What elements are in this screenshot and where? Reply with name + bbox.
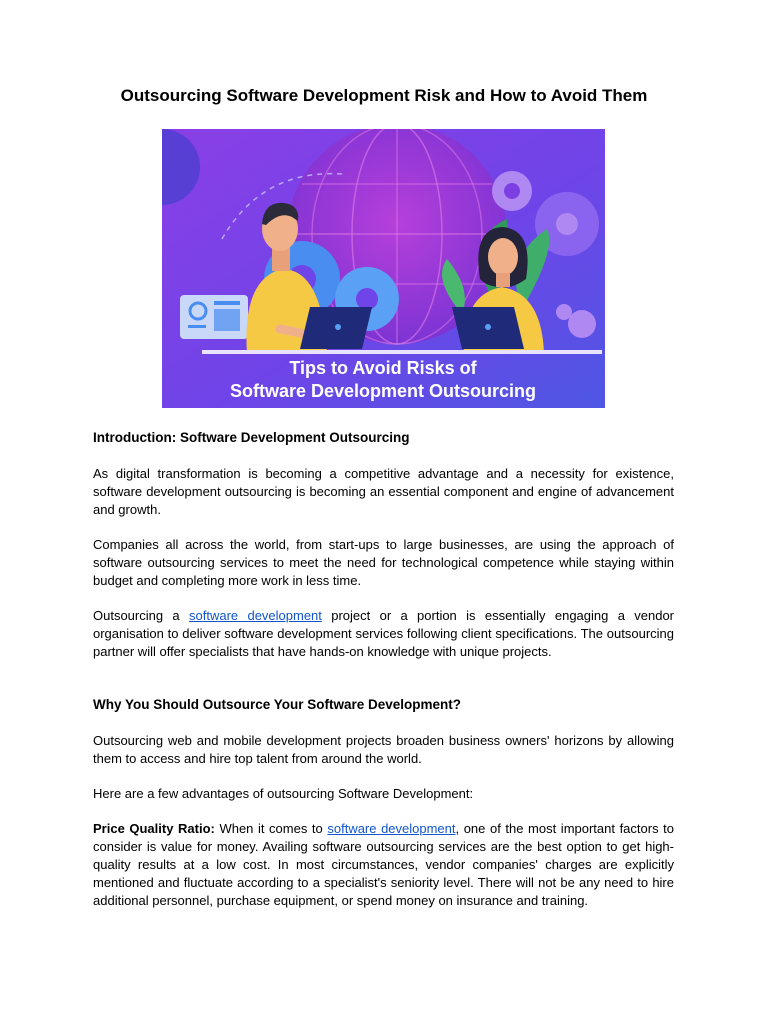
document-body (93, 429, 674, 910)
why-heading: Why You Should Outsource Your Software Development? (93, 697, 462, 712)
pqr-text-after: , one of the most important factors to consider is value for money. Availing software outsourcing services are the best option to get high-quality results at a low cost. In most circumstances, vendor companies' charges are explicitly mentioned and fluctuate according to a specialist's seniority level. There will not be any need to hire additional personnel, purchase equipment, or spend money on insurance and training. (93, 821, 675, 908)
intro-heading: Introduction: Software Development Outsourcing (93, 430, 410, 445)
software-development-link[interactable]: software development (189, 608, 322, 623)
hero-illustration (162, 129, 605, 408)
page-title: Outsourcing Software Development Risk and How to Avoid Them (120, 86, 648, 105)
hero-caption-line1: Tips to Avoid Risks of (289, 358, 477, 378)
why-paragraph-1: Outsourcing web and mobile development projects broaden business owners' horizons by allowing them to access and hire top talent from around the world. (93, 733, 674, 766)
hero-caption-line2: Software Development Outsourcing (229, 381, 537, 401)
why-paragraph-2: Here are a few advantages of outsourcing Software Development: (93, 786, 474, 801)
intro-paragraph-2: Companies all across the world, from start-ups to large businesses, are using the approach of software outsourcing services to meet the need for technological competence while staying within budget and completing more work in less time. (93, 537, 674, 588)
software-development-link-2[interactable]: software development (327, 821, 456, 836)
intro-p3-text-before: Outsourcing a (93, 608, 189, 623)
intro-paragraph-1: As digital transformation is becoming a competitive advantage and a necessity for existence, software development outsourcing is becoming an essential component and engine of advancement and growth. (93, 466, 674, 517)
intro-p3-text-after: project or a portion is essentially engaging a vendor organisation to deliver software development services following client specifications. The outsourcing partner will offer specialists that have hands-on knowledge with unique projects. (93, 608, 675, 659)
price-quality-paragraph (93, 820, 674, 910)
pqr-text-before: When it comes to (214, 821, 328, 836)
intro-paragraph-3 (93, 607, 674, 661)
dashboard-card-icon (180, 295, 248, 339)
price-quality-label: Price Quality Ratio: (93, 821, 215, 836)
